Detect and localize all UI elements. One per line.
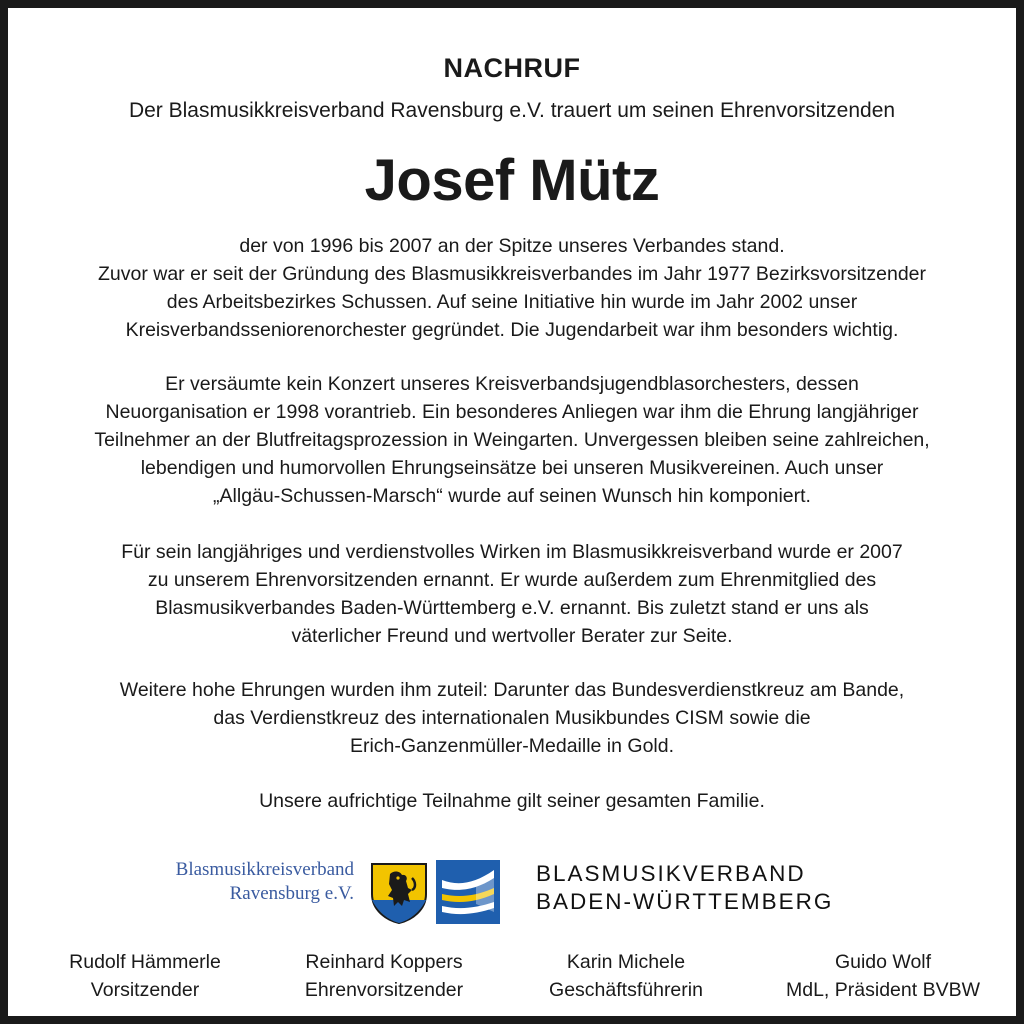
lion-crest-icon [368, 860, 430, 924]
music-emblem-icon [436, 860, 500, 924]
paragraph-2 [28, 370, 996, 510]
signer-name: Reinhard Koppers [305, 951, 463, 973]
bvbw-logo-line: BLASMUSIKVERBAND [536, 861, 806, 886]
signer-1 [30, 948, 260, 1004]
kreisverband-logo-text [118, 858, 354, 906]
paragraph-5 [28, 787, 996, 815]
text-line: des Arbeitsbezirkes Schussen. Auf seine Initiative hin wurde im Jahr 2002 unser [166, 291, 858, 313]
signer-name: Karin Michele [566, 951, 686, 973]
notice-heading: NACHRUF [443, 53, 581, 83]
text-line: Neuorganisation er 1998 vorantrieb. Ein besonderes Anliegen war ihm die Ehrung langjähriger [105, 401, 919, 423]
text-line: väterlicher Freund und wertvoller Berater zur Seite. [291, 625, 733, 647]
text-line: Weitere hohe Ehrungen wurden ihm zuteil: Darunter das Bundesverdienstkreuz am Bande, [119, 679, 905, 701]
signer-name: Guido Wolf [834, 951, 932, 973]
deceased-name: Josef Mütz [364, 148, 660, 213]
bvbw-logo-line: BADEN-WÜRTTEMBERG [536, 889, 834, 914]
text-line: lebendigen und humorvollen Ehrungseinsätze bei unseren Musikvereinen. Auch unser [140, 457, 884, 479]
text-line: „Allgäu-Schussen-Marsch“ wurde auf seinen Wunsch hin komponiert. [213, 485, 811, 507]
paragraph-4 [28, 676, 996, 760]
text-line: zu unserem Ehrenvorsitzenden ernannt. Er wurde außerdem zum Ehrenmitglied des [147, 569, 877, 591]
logo-text-line: Blasmusikkreisverband [175, 859, 354, 880]
signer-role: Ehrenvorsitzender [304, 979, 464, 1001]
text-line: das Verdienstkreuz des internationalen Musikbundes CISM sowie die [213, 707, 811, 729]
paragraph-3 [28, 538, 996, 650]
text-line: Blasmusikverbandes Baden-Württemberg e.V. ernannt. Bis zuletzt stand er uns als [155, 597, 869, 619]
text-line: Teilnehmer an der Blutfreitagsprozession in Weingarten. Unvergessen bleiben seine zahlreichen, [94, 429, 930, 451]
text-line: Kreisverbandsseniorenorchester gegründet. Die Jugendarbeit war ihm besonders wichtig. [125, 319, 899, 341]
text-line: Zuvor war er seit der Gründung des Blasmusikkreisverbandes im Jahr 1977 Bezirksvorsitzender [97, 263, 927, 285]
bvbw-logo [536, 860, 916, 920]
signer-role: Vorsitzender [90, 979, 200, 1001]
intro-line: Der Blasmusikkreisverband Ravensburg e.V. trauert um seinen Ehrenvorsitzenden [128, 99, 896, 122]
text-line: Erich-Ganzenmüller-Medaille in Gold. [349, 735, 675, 757]
logo-text-line: Ravensburg e.V. [229, 883, 354, 904]
text-line: der von 1996 bis 2007 an der Spitze unseres Verbandes stand. [239, 235, 785, 257]
text-line: Unsere aufrichtige Teilnahme gilt seiner gesamten Familie. [259, 790, 765, 812]
signer-role: Geschäftsführerin [549, 979, 703, 1001]
signer-2 [269, 948, 499, 1004]
text-line: Für sein langjähriges und verdienstvolles Wirken im Blasmusikkreisverband wurde er 2007 [121, 541, 903, 563]
signer-name: Rudolf Hämmerle [69, 951, 221, 973]
signer-4 [768, 948, 998, 1004]
text-line: Er versäumte kein Konzert unseres Kreisverbandsjugendblasorchesters, dessen [165, 373, 859, 395]
signer-3 [511, 948, 741, 1004]
signer-role: MdL, Präsident BVBW [786, 979, 980, 1001]
paragraph-1 [28, 232, 996, 344]
